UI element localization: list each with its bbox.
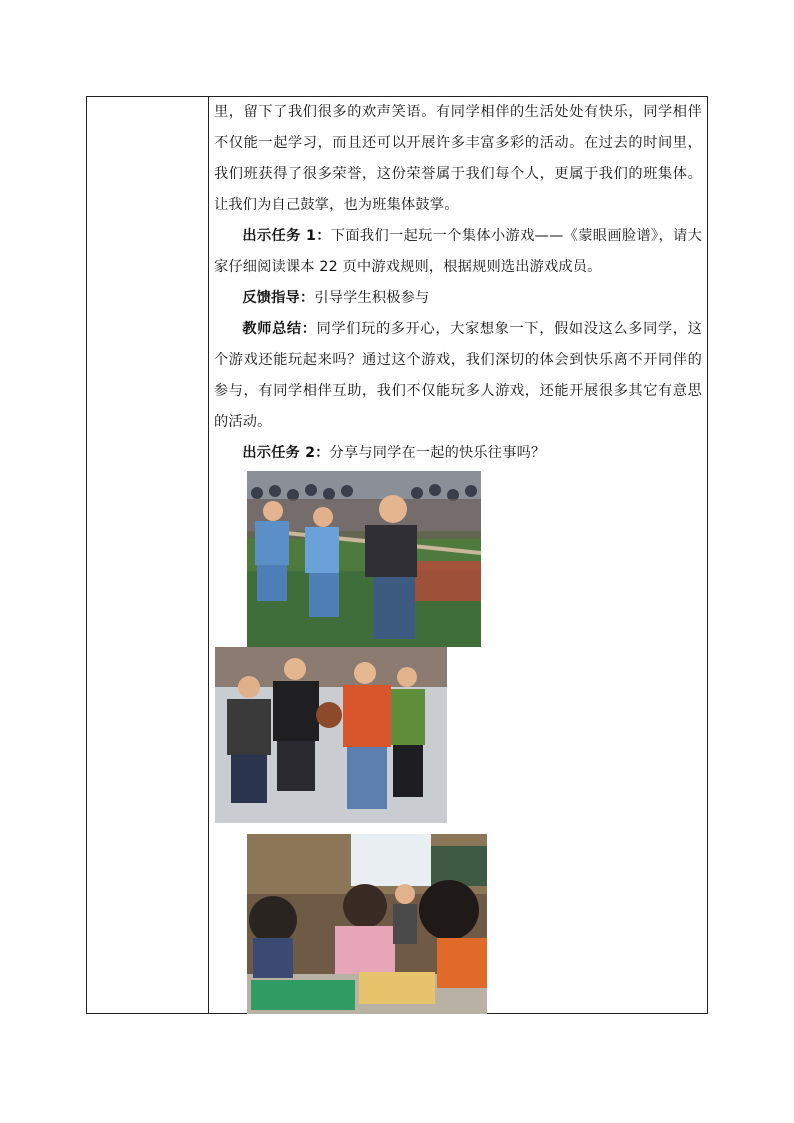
tug-of-war-photo <box>247 471 481 647</box>
summary-text: 同学们玩的多开心，大家想象一下，假如没这么多同学，这个游戏还能玩起来吗？通过这个游戏，我们深切的体会到快乐离不开同伴的参与，有同学相伴互助，我们不仅能玩多人游戏，还能开展很多其它有意思的活动。 <box>214 321 702 430</box>
classroom-activity-photo <box>247 834 487 1014</box>
task2-paragraph <box>214 438 702 469</box>
column-divider <box>208 97 209 1013</box>
feedback-label: 反馈指导： <box>242 290 315 306</box>
summary-label: 教师总结： <box>242 321 317 337</box>
task1-paragraph <box>214 221 702 283</box>
intro-paragraph: 里，留下了我们很多的欢声笑语。有同学相伴的生活处处有快乐，同学相伴不仅能一起学习，而且还可以开展许多丰富多彩的活动。在过去的时间里，我们班获得了很多荣誉，这份荣誉属于我们每个人，更属于我们的班集体。让我们为自己鼓掌，也为班集体鼓掌。 <box>214 104 702 213</box>
task2-label: 出示任务 2： <box>242 445 330 461</box>
basketball-image <box>215 647 447 823</box>
task2-text: 分享与同学在一起的快乐往事吗？ <box>329 445 546 461</box>
task1-text: 下面我们一起玩一个集体小游戏——《蒙眼画脸谱》，请大家仔细阅读课本 22 页中游戏规则，根据规则选出游戏成员。 <box>214 228 702 275</box>
tug-of-war-image <box>247 471 481 647</box>
classroom-activity-image <box>247 834 487 1014</box>
task1-label: 出示任务 1： <box>242 228 331 244</box>
summary-paragraph <box>214 314 702 438</box>
lesson-content-cell <box>214 97 702 469</box>
feedback-text: 引导学生积极参与 <box>314 290 430 306</box>
feedback-paragraph <box>214 283 702 314</box>
basketball-photo <box>215 647 447 823</box>
